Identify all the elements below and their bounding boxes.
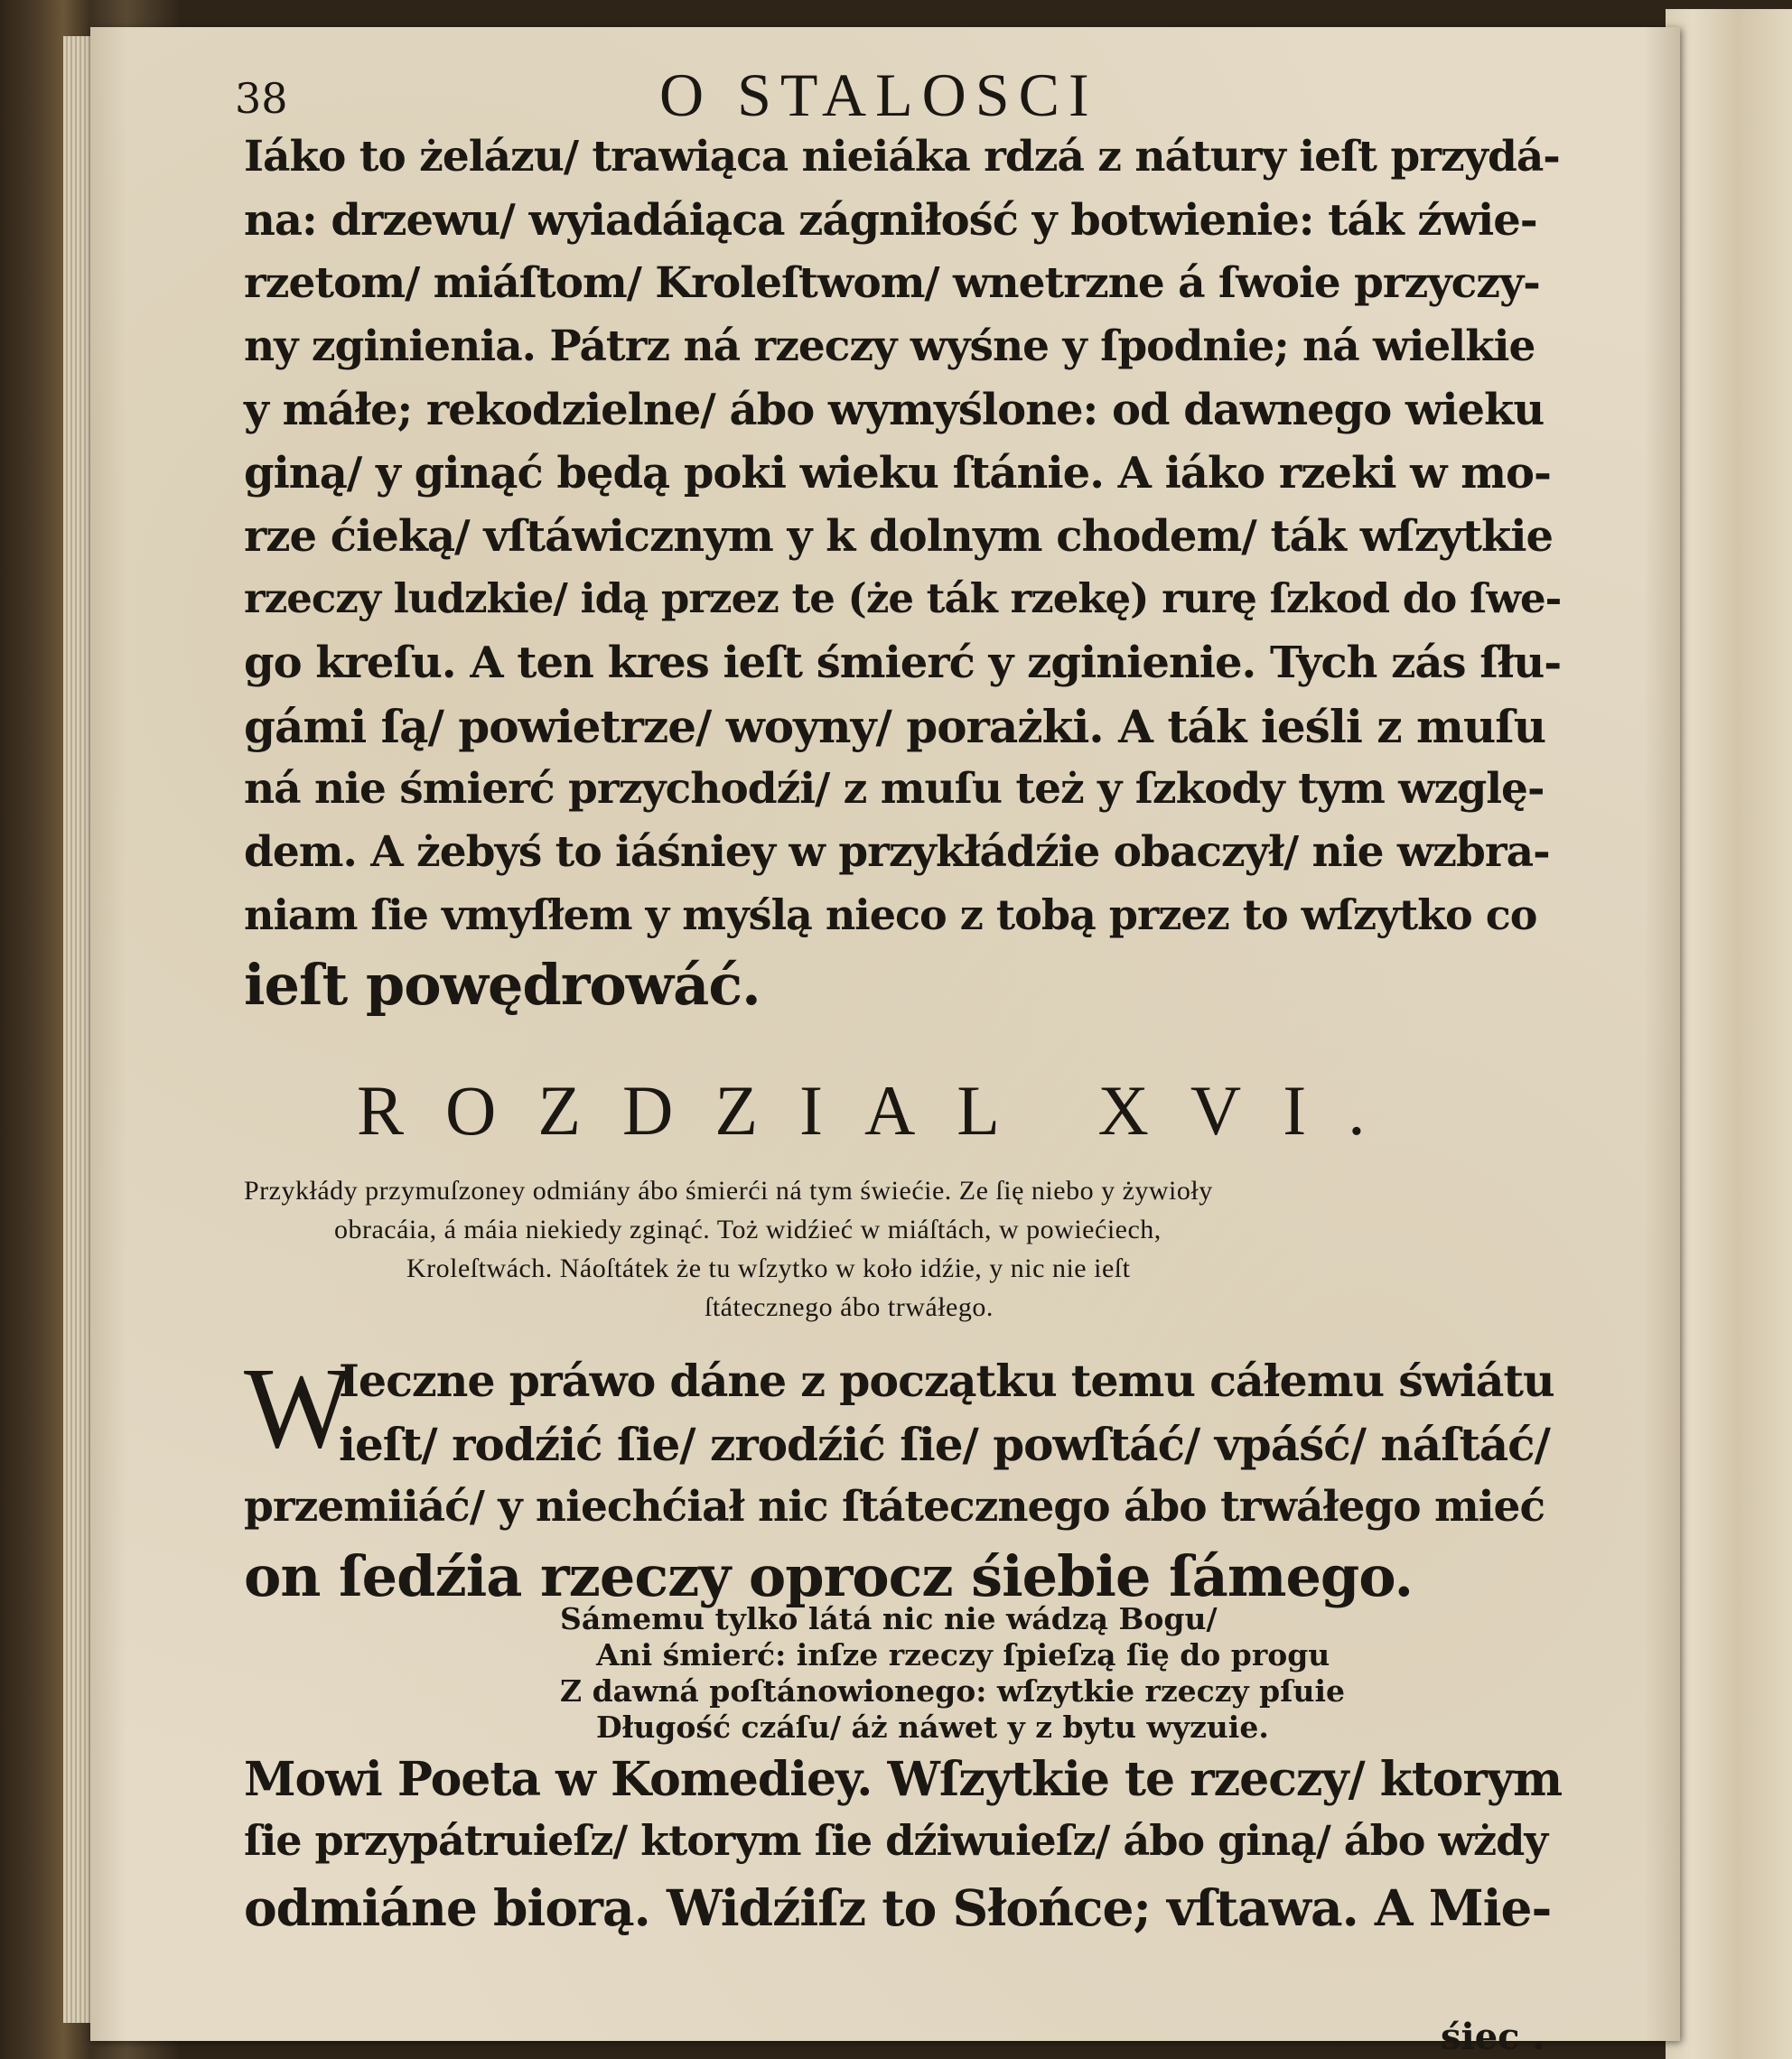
body-line: na: drzewu/ wyiadáiąca zágniłość y botwienie: ták źwie- [244, 195, 1537, 246]
body-line: go kreſu. A ten kres ieſt śmierć y zginienie. Tych zás ſłu- [244, 638, 1562, 688]
chapter-summary-line: obracáia, á máia niekiedy zginąć. Toż widźieć w miáſtách, w powiećiech, [334, 1215, 1162, 1244]
page-edges-right [1666, 9, 1792, 2059]
body-line: on ſedźia rzeczy oprocz śiebie ſámego. [244, 1543, 1414, 1609]
body-line: ieſt powędrowáć. [244, 952, 761, 1018]
body-line: rzetom/ miáſtom/ Kroleſtwom/ wnetrzne á ſwoie przyczy- [244, 258, 1540, 308]
chapter-summary-line: Kroleſtwách. Náoſtátek że tu wſzytko w koło idźie, y nic nie ieſt [406, 1253, 1131, 1283]
verse-line: Sámemu tylko látá nic nie wádzą Bogu/ [560, 1601, 1218, 1636]
body-line: odmiáne biorą. Widźiſz to Słońce; vſtawa. A Mie- [244, 1878, 1552, 1937]
chapter-summary-line: ſtátecznego ábo trwáłego. [705, 1292, 994, 1322]
body-line: ſie przypátruieſz/ ktorym ſie dźiwuieſz/ ábo giną/ ábo wżdy [244, 1816, 1548, 1865]
catchword: śiec . [1441, 2016, 1545, 2058]
verse-line: Z dawná poſtánowionego: wſzytkie rzeczy pſuie [560, 1673, 1345, 1709]
body-line: Iáko to żelázu/ trawiąca nieiáka rdzá z nátury ieſt przydá- [244, 132, 1560, 182]
body-line: ná nie śmierć przychodźi/ z muſu też y ſzkody tym wzglę- [244, 764, 1545, 814]
body-line: ieſt/ rodźić ſie/ zrodźić ſie/ powſtáć/ vpáść/ náſtáć/ [339, 1418, 1550, 1471]
page-number: 38 [235, 74, 288, 123]
body-line: dem. A żebyś to iáśniey w przykłádźie obaczył/ nie wzbra- [244, 827, 1550, 877]
body-line: Ieczne práwo dáne z początku temu cáłemu świátu [339, 1355, 1554, 1407]
body-line: gámi ſą/ powietrze/ woyny/ porażki. A ták ieśli z muſu [244, 700, 1546, 753]
running-head: O STALOSCI [659, 61, 1098, 129]
chapter-title: ROZDZIAL XVI. [357, 1071, 1407, 1150]
body-line: giną/ y ginąć będą poki wieku ſtánie. A iáko rzeki w mo- [244, 448, 1551, 498]
body-line: rze ćieką/ vſtáwicznym y k dolnym chodem/ ták wſzytkie [244, 511, 1554, 562]
verse-line: Ani śmierć: inſze rzeczy ſpieſzą ſię do progu [596, 1637, 1330, 1672]
body-line: Mowi Poeta w Komediey. Wſzytkie te rzeczy/ ktorym [244, 1752, 1563, 1807]
drop-cap: W [244, 1344, 353, 1472]
body-line: przemiiáć/ y niechćiał nic ſtátecznego ábo trwáłego mieć [244, 1482, 1545, 1532]
body-line: rzeczy ludzkie/ idą przez te (że ták rzekę) rurę ſzkod do ſwe- [244, 574, 1562, 622]
chapter-summary-line: Przykłády przymuſzoney odmiány ábo śmierći ná tym świećie. Ze ſię niebo y żywioły [244, 1176, 1213, 1206]
body-line: niam ſie vmyſłem y myślą nieco z tobą przez to wſzytko co [244, 890, 1537, 939]
body-line: ny zginienia. Pátrz ná rzeczy wyśne y ſpodnie; ná wielkie [244, 321, 1535, 371]
verse-line: Długość czáſu/ áż náwet y z bytu wyzuie. [596, 1710, 1269, 1745]
body-line: y máłe; rekodzielne/ ábo wymyślone: od dawnego wieku [244, 385, 1545, 435]
